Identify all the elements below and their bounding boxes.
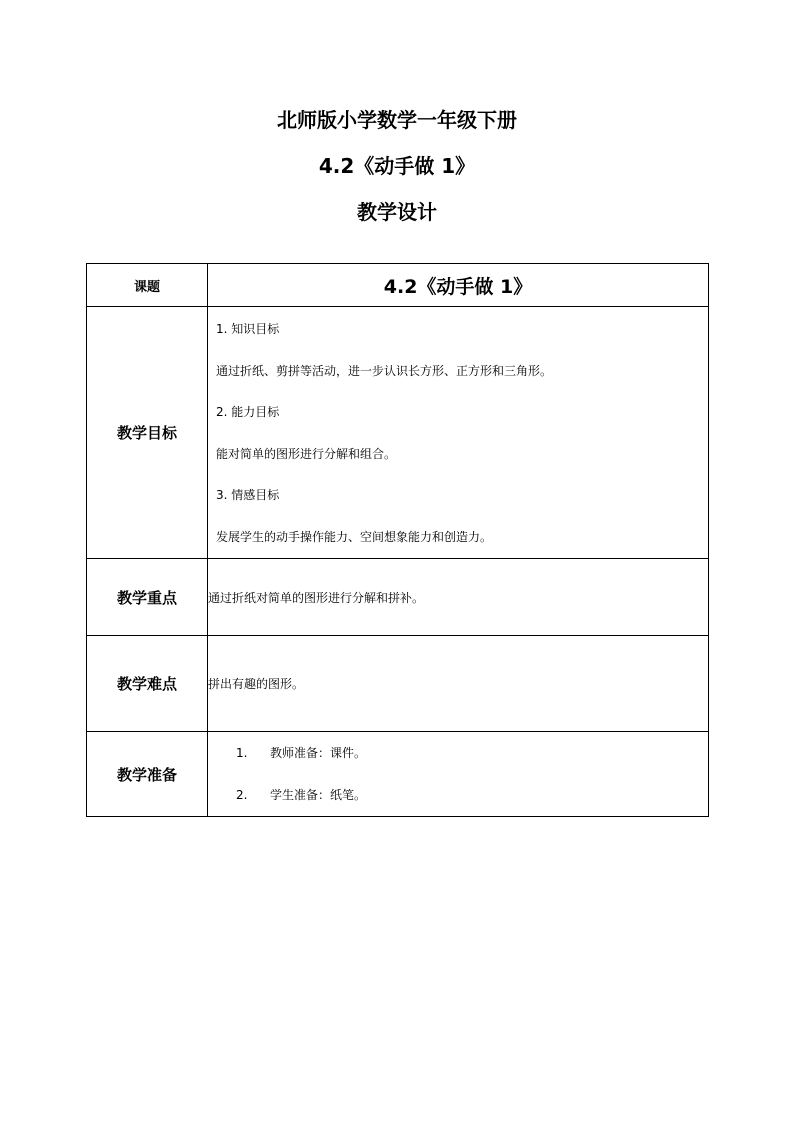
goal-heading-emotion: 3. 情感目标 xyxy=(216,488,280,502)
key-points-value: 通过折纸对简单的图形进行分解和拼补。 xyxy=(208,559,709,636)
row-goals xyxy=(87,307,709,559)
difficulties-label: 教学难点 xyxy=(87,636,208,732)
preparation-label: 教学准备 xyxy=(87,732,208,817)
goal-text-ability: 能对简单的图形进行分解和组合。 xyxy=(216,446,397,461)
row-key-points xyxy=(87,559,709,636)
preparation-item-number: 1. xyxy=(236,746,248,760)
key-points-label: 教学重点 xyxy=(87,559,208,636)
document-title-lesson: 4.2《动手做 1》 xyxy=(318,154,476,178)
goals-list xyxy=(208,307,708,558)
row-preparation xyxy=(87,732,709,817)
topic-cell xyxy=(208,264,709,307)
preparation-item xyxy=(208,774,708,816)
document-title-type: 教学设计 xyxy=(357,200,437,224)
document-title-book: 北师版小学数学一年级下册 xyxy=(277,108,517,132)
preparation-cell xyxy=(208,732,709,817)
preparation-item-text: 教师准备：课件。 xyxy=(270,746,367,760)
lesson-plan-table xyxy=(86,263,709,817)
document-header xyxy=(0,104,794,242)
difficulties-value: 拼出有趣的图形。 xyxy=(208,636,709,732)
preparation-item xyxy=(208,732,708,774)
goal-text-emotion: 发展学生的动手操作能力、空间想象能力和创造力。 xyxy=(216,529,493,544)
goals-label: 教学目标 xyxy=(87,307,208,559)
row-topic xyxy=(87,264,709,307)
preparation-item-number: 2. xyxy=(236,788,248,802)
goal-heading-ability: 2. 能力目标 xyxy=(216,405,280,419)
goal-text-knowledge: 通过折纸、剪拼等活动，进一步认识长方形、正方形和三角形。 xyxy=(216,363,553,378)
topic-label: 课题 xyxy=(87,264,208,307)
preparation-item-text: 学生准备：纸笔。 xyxy=(270,788,367,802)
row-difficulties xyxy=(87,636,709,732)
topic-value: 4.2《动手做 1》 xyxy=(383,275,533,298)
goal-heading-knowledge: 1. 知识目标 xyxy=(216,322,280,336)
goals-cell xyxy=(208,307,709,559)
